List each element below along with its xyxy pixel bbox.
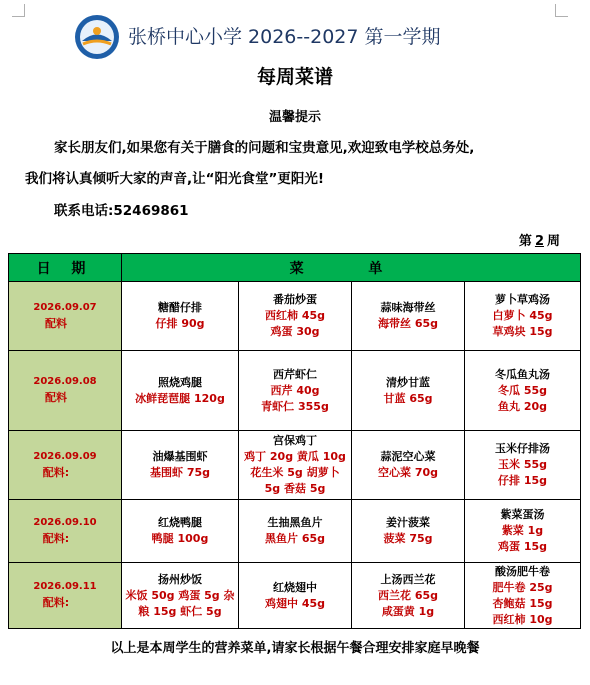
dish-ingredient: 玉米 55g [497,458,547,471]
notice-line-2: 我们将认真倾听大家的声音,让“阳光食堂”更阳光! [25,171,325,187]
dish-cell [239,351,352,431]
week-number: 2 [534,234,544,249]
table-header-row [9,254,581,282]
school-logo-icon [74,14,120,60]
date-value: 2026.09.11 [33,581,97,592]
tip-title: 温馨提示 [268,110,321,125]
dish-ingredient: 肥牛卷 25g [492,580,553,594]
dish-ingredient: 西芹 40g [270,383,320,397]
dish-ingredient: 西红柿 10g [492,612,553,626]
date-cell [9,282,122,351]
page-header [74,14,554,64]
page-title: 每周菜谱 [256,66,333,88]
dish-ingredient: 冰鲜琵琶腿 120g [135,391,225,405]
dish-ingredient: 鱼丸 20g [497,399,547,413]
dish-name: 糖醋仔排 [158,301,202,314]
date-value: 2026.09.07 [33,301,97,313]
dish-ingredient: 冬瓜 55g [497,383,547,397]
ingredient-label: 配料: [42,465,70,479]
table-row [9,563,581,629]
dish-cell [352,431,465,500]
footer-note: 以上是本周学生的营养菜单,请家长根据午餐合理安排家庭早晚餐 [110,641,480,656]
dish-ingredient: 鸡蛋 30g [270,325,320,338]
dish-cell [239,431,352,500]
table-row [9,282,581,351]
dish-ingredient: 黑鱼片 65g [264,532,325,545]
page-corner-mark-right [555,4,568,17]
notice-line-1: 家长朋友们,如果您有关于膳食的问题和宝贵意见,欢迎致电学校总务处, [54,140,475,156]
dish-name: 上汤西兰花 [380,572,436,586]
week-indicator [519,230,560,249]
dish-name: 清炒甘蓝 [386,375,430,389]
dish-ingredient: 甘蓝 65g [383,391,433,405]
dish-ingredient: 仔排 15g [497,474,547,487]
date-cell [9,351,122,431]
dish-ingredient: 白萝卜 45g [492,309,553,322]
dish-name: 玉米仔排汤 [495,442,550,455]
dish-cell [239,563,352,629]
dish-cell [465,282,581,351]
ingredient-label: 配料: [42,596,70,609]
dish-name: 红烧鸭腿 [158,516,202,529]
dish-ingredient: 草鸡块 15g [492,325,553,338]
dish-ingredient: 鸡蛋 15g [497,540,547,553]
dish-name: 酸汤肥牛卷 [495,564,550,578]
menu-column-header: 菜 单 [122,254,581,282]
dish-ingredient: 米饭 50g 鸡蛋 5g 杂 [125,588,235,602]
dish-name: 蒜味海带丝 [380,301,436,314]
page-corner-mark-left [12,4,25,17]
week-prefix: 第 [518,234,532,249]
ingredient-label: 配料: [42,531,70,545]
dish-cell [352,282,465,351]
dish-name: 宫保鸡丁 [273,434,317,447]
dish-cell [122,351,239,431]
dish-cell [239,282,352,351]
dish-ingredient: 鸡翅中 45g [264,596,325,610]
date-value: 2026.09.09 [33,450,97,462]
date-cell [9,431,122,500]
table-row [9,351,581,431]
dish-cell [122,431,239,500]
date-value: 2026.09.10 [33,516,97,528]
dish-ingredient: 花生米 5g 胡萝卜 [250,466,340,479]
ingredient-label: 配料 [45,391,67,404]
dish-name: 蒜泥空心菜 [380,450,436,463]
dish-name: 西芹虾仁 [273,367,317,381]
dish-name: 番茄炒蛋 [273,293,317,306]
dish-ingredient: 粮 15g 虾仁 5g [138,604,222,618]
dish-ingredient: 5g 香菇 5g [264,482,326,495]
date-cell [9,563,122,629]
dish-ingredient: 杏鲍菇 15g [492,596,553,610]
school-title: 张桥中心小学 2026--2027 第一学期 [128,26,441,48]
dish-cell [465,500,581,563]
dish-name: 生抽黑鱼片 [267,516,323,529]
week-suffix: 周 [546,234,560,249]
dish-ingredient: 西兰花 65g [377,588,438,602]
dish-ingredient: 鸭腿 100g [151,532,209,545]
dish-name: 萝卜草鸡汤 [495,293,550,306]
dish-name: 扬州炒饭 [158,572,202,586]
dish-cell [465,351,581,431]
dish-cell [352,563,465,629]
table-row [9,431,581,500]
dish-cell [352,351,465,431]
menu-table [8,253,581,629]
dish-cell [239,500,352,563]
dish-ingredient: 鸡丁 20g 黄瓜 10g [244,450,346,463]
dish-ingredient: 西红柿 45g [264,309,325,322]
dish-cell [352,500,465,563]
ingredient-label: 配料 [45,316,67,330]
dish-ingredient: 紫菜 1g [501,524,544,537]
dish-ingredient: 青虾仁 355g [261,399,329,413]
dish-ingredient: 咸蛋黄 1g [381,604,435,618]
dish-name: 红烧翅中 [273,580,317,594]
dish-cell [465,563,581,629]
dish-name: 紫菜蛋汤 [500,508,545,521]
dish-name: 冬瓜鱼丸汤 [495,367,550,381]
dish-name: 照烧鸡腿 [158,375,202,389]
date-value: 2026.09.08 [33,376,97,387]
date-column-header: 日 期 [9,254,122,282]
dish-ingredient: 基围虾 75g [149,466,210,479]
contact-phone: 联系电话:52469861 [54,203,189,219]
dish-ingredient: 海带丝 65g [377,317,438,330]
dish-ingredient: 菠菜 75g [383,532,433,545]
table-row [9,500,581,563]
dish-cell [122,500,239,563]
dish-cell [122,282,239,351]
date-cell [9,500,122,563]
dish-ingredient: 仔排 90g [155,317,205,330]
dish-name: 油爆基围虾 [152,450,208,463]
dish-cell [122,563,239,629]
dish-cell [465,431,581,500]
dish-ingredient: 空心菜 70g [377,466,438,479]
dish-name: 姜汁菠菜 [386,516,430,529]
